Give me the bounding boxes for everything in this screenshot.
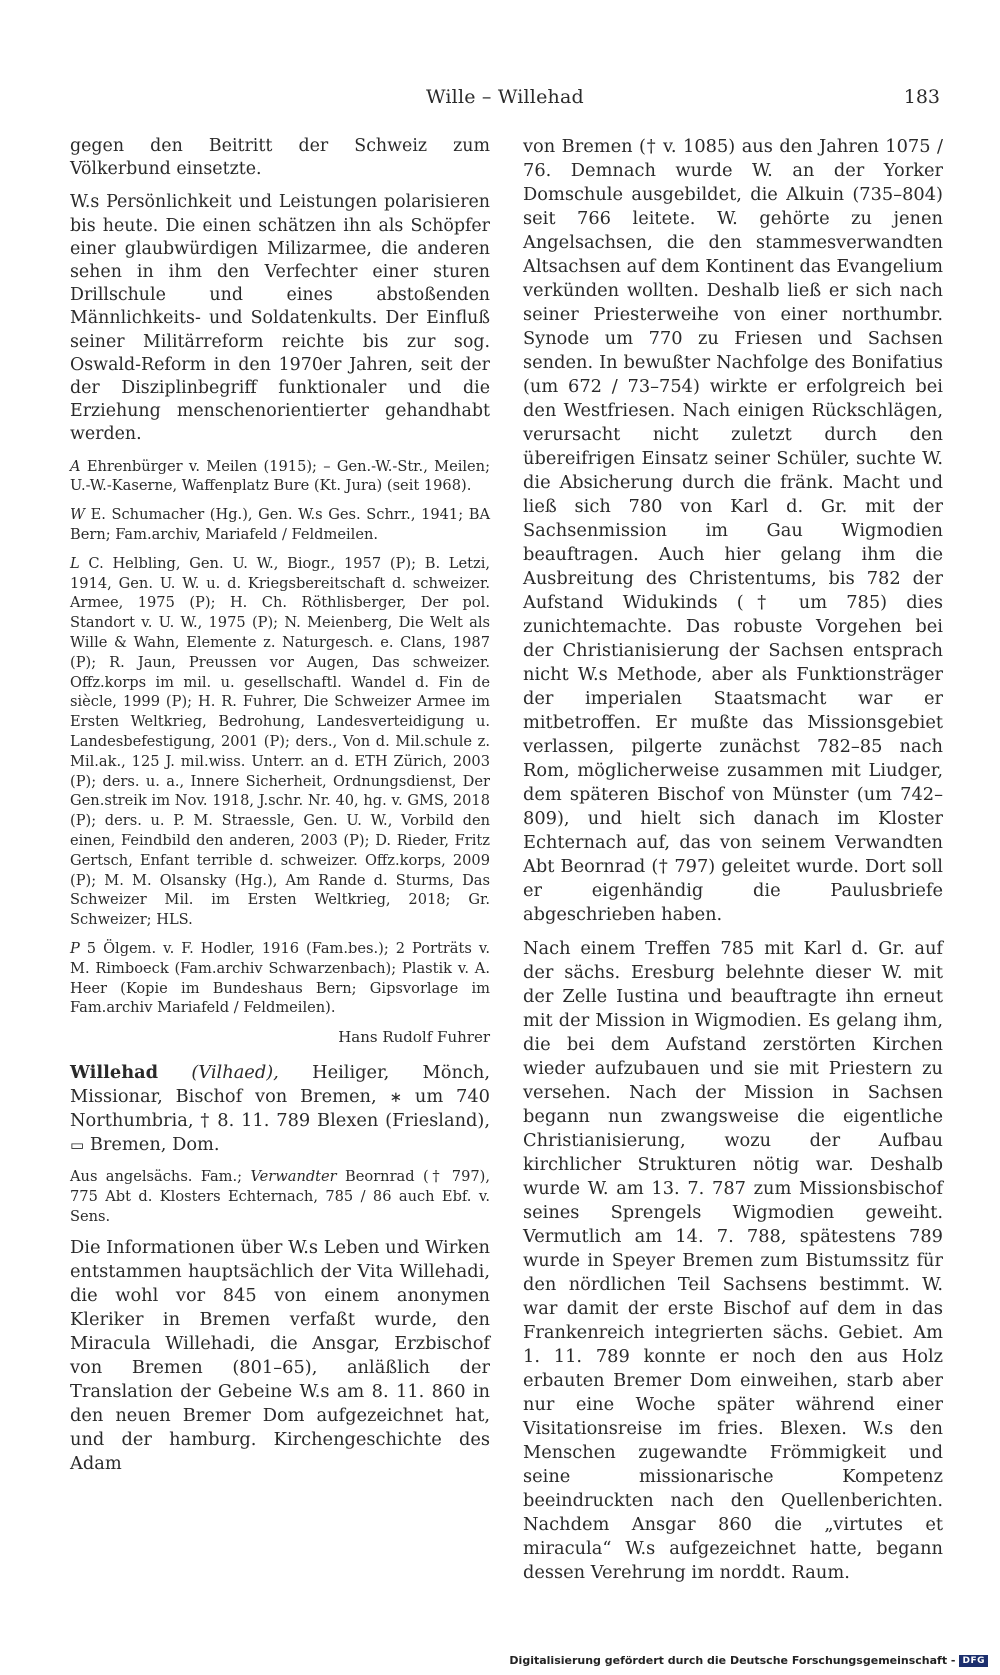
section-tag-a: A (70, 457, 81, 475)
section-awards (70, 457, 490, 497)
burial-symbol-icon: ▭ (70, 1136, 85, 1155)
portraits-text: 5 Ölgem. v. F. Hodler, 1916 (Fam.bes.); 2 Porträts v. M. Rimboeck (Fam.archiv Schwarzenbach); Plastik v. A. Heer (Kopie im Bundeshaus Bern; Gipsvorlage im Fam.archiv Mariafeld / Feldmeilen). (70, 939, 490, 1017)
entry-text-1: Heiliger, Mönch, Missionar, Bischof von Bremen, (70, 1062, 490, 1108)
family-note (70, 1167, 490, 1226)
footer-credit (509, 1654, 988, 1667)
dfg-logo-icon: DFG (959, 1655, 988, 1667)
birth-symbol-icon: ∗ (389, 1088, 403, 1107)
works-text: E. Schumacher (Hg.), Gen. W.s Ges. Schrr., 1941; BA Bern; Fam.archiv, Mariafeld / Feldmeilen. (70, 506, 490, 544)
entry-text-2: um 740 Northumbria, (70, 1086, 490, 1132)
entry-text-3: 8. 11. 789 Blexen (Friesland), (210, 1110, 491, 1132)
death-symbol-icon: † (200, 1110, 211, 1132)
family-text-1: Aus angelsächs. Fam.; (70, 1168, 251, 1186)
page-number: 183 (903, 86, 940, 108)
paragraph-persoenlichkeit: W.s Persönlichkeit und Leistungen polarisieren bis heute. Die einen schätzen ihn als Schöpfer einer glaubwürdigen Milizarmee, die anderen sehen in ihm den Verfechter einer sturen Drillschule und eines abstoßenden Männlichkeits- und Soldatenkults. Der Einfluß seiner Militärreform reichte bis zur sog. Oswald-Reform in den 1970er Jahren, seit der der Disziplinbegriff funktionaler und die Erziehung menschenorientierter gehandhabt werden. (70, 192, 490, 445)
entry-text-4: Bremen, Dom. (84, 1134, 220, 1156)
paragraph-beitritt: gegen den Beitritt der Schweiz zum Völkerbund einsetzte. (70, 136, 490, 180)
paragraph-treffen: Nach einem Treffen 785 mit Karl d. Gr. auf der sächs. Eresburg belehnte dieser W. mit der Zelle Iustina und beauftragte ihn erneut mit der Mission in Wigmodien. Es gelang ihm, die bei dem Aufstand zerstörten Kirchen wieder aufzubauen und sie mit Priestern zu versehen. Nach der Mission in Sachsen begann nun zwangsweise die eigentliche Christianisierung, wozu der Aufbau kirchlicher Strukturen nötig war. Deshalb wurde W. am 13. 7. 787 zum Missionsbischof seines Sprengels Wigmodien geweiht. Vermutlich am 14. 7. 788, spätestens 789 wurde in Speyer Bremen zum Bistumssitz für den nördlichen Teil Sachsens bestimmt. W. war damit der erste Bischof auf dem in das Frankenreich integrierten sächs. Gebiet. Am 1. 11. 789 konnte er noch den aus Holz erbauten Bremer Dom einweihen, starb aber nur eine Woche später während einer Visitationsreise im fries. Blexen. W.s den Menschen zugewandte Frömmigkeit und seine missionarische Kompetenz beeindruckten nach den Quellenberichten. Nachdem Ansgar 860 die „virtutes et miracula“ W.s aufgezeichnet hatte, begann dessen Verehrung im norddt. Raum. (523, 938, 943, 1583)
section-tag-l: L (70, 554, 80, 572)
entry-alt-name: (Vilhaed), (158, 1062, 279, 1084)
awards-text: Ehrenbürger v. Meilen (1915); – Gen.-W.-Str., Meilen; U.-W.-Kaserne, Waffenplatz Bure (Kt. Jura) (seit 1968). (70, 457, 490, 495)
section-works (70, 505, 490, 545)
section-tag-p: P (70, 939, 80, 957)
family-text-2: Beornrad († 797), 775 Abt d. Klosters Echternach, 785 / 86 auch Ebf. v. Sens. (70, 1168, 490, 1225)
section-portraits (70, 939, 490, 1018)
section-tag-w: W (70, 506, 85, 524)
paragraph-informationen: Die Informationen über W.s Leben und Wirken entstammen hauptsächlich der Vita Willehadi, die wohl vor 845 von einem anonymen Kleriker in Bremen verfaßt wurde, den Miracula Willehadi, die Ansgar, Erzbischof von Bremen (801–65), anläßlich der Translation der Gebeine W.s am 8. 11. 860 in den neuen Bremer Dom aufgezeichnet hat, und der hamburg. Kirchengeschichte des Adam (70, 1236, 490, 1474)
left-column (70, 135, 490, 1486)
entry-name: Willehad (70, 1062, 159, 1084)
family-relative-label: Verwandter (250, 1168, 337, 1186)
footer-text: Digitalisierung gefördert durch die Deutsche Forschungsgemeinschaft - (509, 1654, 956, 1667)
paragraph-bremen: von Bremen († v. 1085) aus den Jahren 1075 / 76. Demnach wurde W. an der Yorker Domschule ausgebildet, die Alkuin (735–804) seit 766 leitete. W. gehörte zu jenen Angelsachsen, die den stammesverwandten Altsachsen auf dem Kontinent das Evangelium verkünden wollten. Deshalb ließ er sich nach seiner Priesterweihe von einer northumbr. Synode um 770 zu Friesen und Sachsen senden. In bewußter Nachfolge des Bonifatius (um 672 / 73–754) wirkte er erfolgreich bei den Westfriesen. Nach einigen Rückschlägen, verursacht nicht zuletzt durch den übereifrigen Einsatz seiner Schüler, suchte W. die Absicherung durch die fränk. Macht und ließ sich 780 von Karl d. Gr. mit der Sachsenmission im Gau Wigmodien beauftragen. Auch hier gelang ihm die Ausbreitung des Christentums, bis 782 der Aufstand Widukinds († um 785) dies zunichtemachte. Das robuste Vorgehen bei der Christianisierung der Sachsen entsprach nicht W.s Methode, aber als Funktionsträger der imperialen Staatsmacht war er mitbetroffen. Er mußte das Missionsgebiet verlassen, pilgerte zunächst 782–85 nach Rom, möglicherweise zusammen mit Liudger, dem späteren Bischof von Münster (um 742–809), und hielt sich danach im Kloster Echternach auf, das von seinem Verwandten Abt Beornrad († 797) geleitet wurde. Dort soll er eigenhändig die Paulusbriefe abgeschrieben haben. (523, 136, 943, 925)
page-header (0, 86, 1000, 116)
author-signature: Hans Rudolf Fuhrer (338, 1028, 490, 1047)
section-literature (70, 554, 490, 930)
literature-text: C. Helbling, Gen. U. W., Biogr., 1957 (P); B. Letzi, 1914, Gen. U. W. u. d. Kriegsbereitschaft d. schweizer. Armee, 1975 (P); H. Ch. Röthlisberger, Der pol. Standort v. U. W., 1975 (P); N. Meienberg, Die Welt als Wille & Wahn, Elemente z. Naturgesch. e. Clans, 1987 (P); R. Jaun, Preussen vor Augen, Das schweizer. Offz.korps im mil. u. gesellschaftl. Wandel d. Fin de siècle, 1999 (P); H. R. Fuhrer, Die Schweizer Armee im Ersten Weltkrieg, Bedrohung, Landesverteidigung u. Landesbefestigung, 2001 (P); ders., Von d. Mil.schule z. Mil.ak., 125 J. mil.wiss. Unterr. an d. ETH Zürich, 2003 (P); ders. u. a., Innere Sicherheit, Ordnungsdienst, Der Gen.streik im Nov. 1918, J.schr. Nr. 40, hg. v. GMS, 2018 (P); ders. u. P. M. Straessle, Gen. U. W., Vorbild den einen, Feindbild den anderen, 2003 (P); D. Rieder, Fritz Gertsch, Enfant terrible d. schweizer. Offz.korps, 2009 (P); M. M. Olsansky (Hg.), Am Rande d. Sturms, Das Schweizer Mil. im Ersten Weltkrieg, 2018; Gr. Schweizer; HLS. (70, 554, 490, 929)
right-column (523, 135, 943, 1595)
entry-heading (70, 1061, 490, 1157)
running-title: Wille – Willehad (426, 86, 584, 108)
